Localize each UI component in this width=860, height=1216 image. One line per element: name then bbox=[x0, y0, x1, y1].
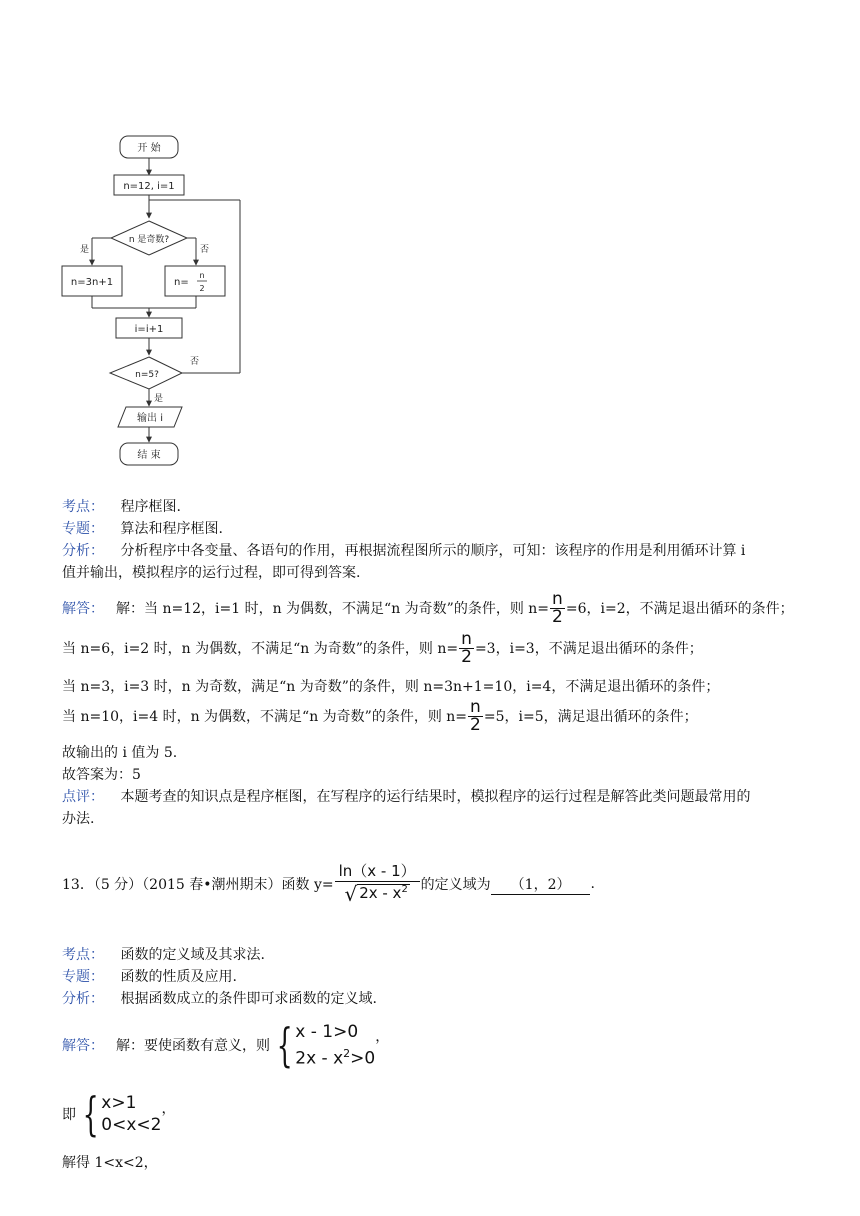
step4-b: =5，i=5，满足退出循环的条件； bbox=[483, 709, 698, 725]
fc-no2: 否 bbox=[190, 357, 200, 367]
fraction-n-over-2: $\frac{n}{2}$ bbox=[470, 696, 481, 735]
fenxi-text-1: 分析程序中各变量、各语句的作用，再根据流程图所示的顺序，可知：该程序的作用是利用循环计算 i bbox=[120, 543, 746, 559]
q12-jieda-row-1 bbox=[62, 588, 794, 628]
jieda-label: 解答： bbox=[62, 601, 104, 617]
comma: ， bbox=[161, 1101, 176, 1117]
q13-stem-end: . bbox=[590, 876, 595, 892]
step2-a: 当 n=6，i=2 时，n 为偶数，不满足“n 为奇数”的条件，则 n= bbox=[62, 641, 459, 657]
q13-function-fraction: ln（x - 1） √ $2x - x^2$ bbox=[335, 864, 420, 905]
fenxi-label: 分析： bbox=[62, 991, 104, 1007]
answer: 故答案为：5 bbox=[62, 767, 141, 783]
q13-zhuanti-row bbox=[62, 966, 237, 986]
q13-ji-row bbox=[62, 1086, 175, 1142]
comma: ， bbox=[375, 1029, 390, 1045]
fc-yes1: 是 bbox=[80, 245, 90, 255]
dianping-text-1: 本题考查的知识点是程序框图，在写程序的运行结果时，模拟程序的运行过程是解答此类问题最常用的 bbox=[120, 789, 751, 805]
jieda-label: 解答： bbox=[62, 1038, 104, 1054]
kaodian-text: 函数的定义域及其求法. bbox=[120, 947, 265, 963]
fc-even-den: 2 bbox=[199, 284, 205, 293]
fraction-n-over-2: $\frac{n}{2}$ bbox=[461, 628, 472, 667]
q13-stem-a: 13．（5 分）（2015 春•潮州期末）函数 y= bbox=[62, 877, 334, 893]
zhuanti-text: 算法和程序框图. bbox=[120, 521, 223, 537]
step4-a: 当 n=10，i=4 时，n 为偶数，不满足“n 为奇数”的条件，则 n= bbox=[62, 709, 468, 725]
q12-zhuanti-row bbox=[62, 518, 223, 538]
fc-odd-branch: n=3n+1 bbox=[70, 277, 114, 288]
answer-blank: （1，2） bbox=[491, 874, 591, 895]
fc-even-lhs: n= bbox=[174, 277, 189, 288]
step2-b: =3，i=3，不满足退出循环的条件； bbox=[474, 641, 703, 657]
fc-no1: 否 bbox=[200, 245, 210, 255]
dianping-label: 点评： bbox=[62, 789, 104, 805]
fenxi-text: 根据函数成立的条件即可求函数的定义域. bbox=[120, 991, 377, 1007]
fc-init: n=12, i=1 bbox=[123, 181, 175, 192]
step1-a: 解：当 n=12，i=1 时，n 为偶数，不满足“n 为奇数”的条件，则 n= bbox=[116, 601, 550, 617]
fc-even-num: n bbox=[199, 271, 205, 280]
fc-incr: i=i+1 bbox=[134, 324, 164, 335]
q12-dianping-row bbox=[62, 786, 750, 806]
q12-fenxi-row bbox=[62, 540, 745, 560]
kaodian-label: 考点： bbox=[62, 499, 104, 515]
step1-b: =6，i=2，不满足退出循环的条件； bbox=[565, 601, 794, 617]
fc-end: 结 束 bbox=[137, 450, 161, 461]
fc-start: 开 始 bbox=[137, 143, 161, 154]
zhuanti-label: 专题： bbox=[62, 969, 104, 985]
fc-yes2: 是 bbox=[154, 394, 164, 404]
solve-result: 解得 1<x<2， bbox=[62, 1155, 158, 1171]
kaodian-text: 程序框图. bbox=[120, 499, 181, 515]
step3: 当 n=3，i=3 时，n 为奇数，满足“n 为奇数”的条件，则 n=3n+1=10，i=4，不满足退出循环的条件； bbox=[62, 679, 720, 695]
q13-kaodian-row bbox=[62, 944, 265, 964]
inequality-system-2: { x>1 0<x<2 bbox=[82, 1087, 162, 1141]
dianping-text-2: 办法. bbox=[62, 811, 95, 827]
q13-stem bbox=[62, 856, 595, 912]
q12-step2-row bbox=[62, 628, 703, 668]
ji-text: 即 bbox=[62, 1107, 76, 1123]
jieda-text: 解：要使函数有意义，则 bbox=[116, 1038, 270, 1054]
inequality-system-1: { x - 1>0 $2x - x^2>0$ bbox=[276, 1018, 376, 1072]
q13-jieda-row bbox=[62, 1016, 389, 1074]
fraction-n-over-2: $\frac{n}{2}$ bbox=[552, 588, 563, 627]
fc-cond1: n 是奇数? bbox=[128, 235, 170, 245]
zhuanti-text: 函数的性质及应用. bbox=[120, 969, 237, 985]
kaodian-label: 考点： bbox=[62, 947, 104, 963]
q13-stem-b: 的定义域为 bbox=[420, 877, 491, 893]
fenxi-text-2: 值并输出，模拟程序的运行过程，即可得到答案. bbox=[62, 565, 361, 581]
q13-fenxi-row bbox=[62, 988, 377, 1008]
zhuanti-label: 专题： bbox=[62, 521, 104, 537]
q12-kaodian-row bbox=[62, 496, 181, 516]
fc-output: 输出 i bbox=[137, 413, 163, 424]
flowchart bbox=[50, 128, 260, 473]
sqrt-sign: √ $2x - x^2$ bbox=[344, 881, 408, 906]
fc-cond2: n=5? bbox=[135, 370, 159, 380]
q12-step4-row bbox=[62, 696, 698, 736]
fenxi-label: 分析： bbox=[62, 543, 104, 559]
conclusion: 故输出的 i 值为 5. bbox=[62, 745, 178, 761]
